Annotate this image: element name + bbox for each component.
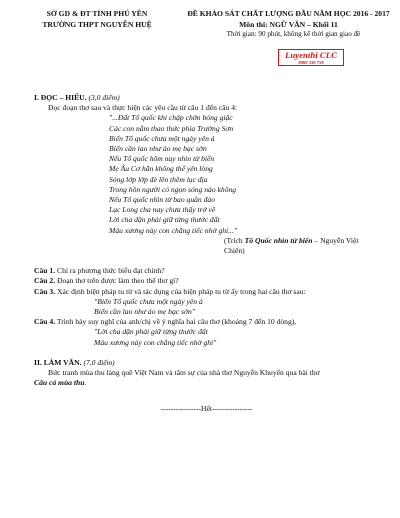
- question-2: Câu 2. Đoạn thơ trên được làm theo thể thơ gì?: [34, 276, 179, 286]
- poem-line: Các con nằm thao thức phía Trường Sơn: [109, 123, 234, 133]
- section-1-instruction: Đọc đoạn thơ sau và thực hiện các yêu cầu từ câu 1 đến câu 4:: [48, 103, 238, 113]
- poem-line: "...Đất Tổ quốc khi chập chờn bóng giặc: [109, 113, 233, 123]
- question-3-verse: [34, 297, 379, 317]
- verse-line: Biển cần lao như áo mẹ bạc sờn": [94, 307, 196, 317]
- poem-line: Biển Tổ quốc chưa một ngày yên ả: [109, 133, 215, 143]
- department-name: SỞ GD & ĐT TỈNH PHÚ YÊN: [46, 9, 148, 18]
- stamp-phone: 0969 330 758: [298, 60, 324, 65]
- question-4: Câu 4. Trình bày suy nghĩ của anh/chị về ý nghĩa hai câu thơ (khoảng 7 đến 10 dòng),: [34, 317, 297, 327]
- exam-title: ĐỀ KHẢO SÁT CHẤT LƯỢNG ĐẦU NĂM HỌC 2016 - 2017: [187, 9, 390, 18]
- poem-line: Nếu Tổ quốc nhìn từ bao quần đảo: [109, 195, 216, 205]
- question-3: Câu 3. Xác định biện pháp tu từ và tác dụng của biện pháp tu từ ấy trong hai câu thơ sau:: [34, 286, 306, 296]
- exam-body: [34, 93, 379, 415]
- section-1-title: I. ĐỌC – HIỂU. (3,0 điểm): [34, 93, 120, 102]
- end-mark: ----------------Hết----------------: [160, 404, 253, 414]
- poem-excerpt: [34, 113, 379, 235]
- school-header: [22, 8, 172, 30]
- poem-citation: (Trích Tổ Quốc nhìn từ biển – Nguyễn Việt Chiến): [224, 235, 359, 256]
- poem-line: Lời cha dặn phải giữ từng thước đất: [109, 215, 220, 225]
- poem-line: Lạc Long cha nay chưa thấy trở về: [109, 205, 216, 215]
- school-name: TRƯỜNG THPT NGUYỄN HUỆ: [42, 20, 152, 29]
- poem-line: Mẹ Âu Cơ hẳn không thể yên lòng: [109, 164, 213, 174]
- question-4-verse: [34, 327, 379, 347]
- work-title: Câu cá mùa thu: [34, 378, 85, 388]
- poem-line: Sóng lớp lớp đè lên thềm lục địa: [109, 174, 208, 184]
- section-2-prompt: Bức tranh mùa thu làng quê Việt Nam và tâm sự của nhà thơ Nguyễn Khuyến qua bài thơ: [48, 368, 320, 378]
- citation-work-title: Tổ Quốc nhìn từ biển: [244, 235, 313, 245]
- watermark-stamp: [278, 49, 344, 66]
- poem-line: Trong hồn người có ngọn sóng nào không: [109, 184, 237, 194]
- verse-line: "Biển Tổ quốc chưa một ngày yên ả: [94, 296, 203, 306]
- exam-subject: Môn thi: NGỮ VĂN – Khối 11: [239, 20, 338, 29]
- question-1: Câu 1. Chỉ ra phương thức biểu đạt chính?: [34, 266, 165, 276]
- exam-header: [186, 8, 391, 30]
- verse-line: "Lời cha dặn phải giữ từng thước đất: [94, 327, 208, 337]
- poem-line: Máu xương này con chẳng tiếc nhờ ghi...": [109, 225, 238, 235]
- poem-line: Biển cần lao như áo mẹ bạc sờn: [109, 144, 207, 154]
- exam-time-note: Thời gian: 90 phút, không kể thời gian giao đề: [226, 30, 361, 38]
- section-2-title: II. LÀM VĂN. (7,0 điểm): [34, 357, 115, 367]
- verse-line: Máu xương này con chẳng tiếc nhờ ghi": [94, 337, 217, 347]
- section-2-points: (7,0 điểm): [83, 357, 115, 367]
- poem-line: Nếu Tổ quốc hôm nay nhìn từ biển: [109, 154, 215, 164]
- section-1-points: (3,0 điểm): [88, 93, 120, 102]
- stamp-brand: Luyenthi CLC: [284, 50, 338, 60]
- section-2-work: Câu cá mùa thu.: [34, 378, 87, 388]
